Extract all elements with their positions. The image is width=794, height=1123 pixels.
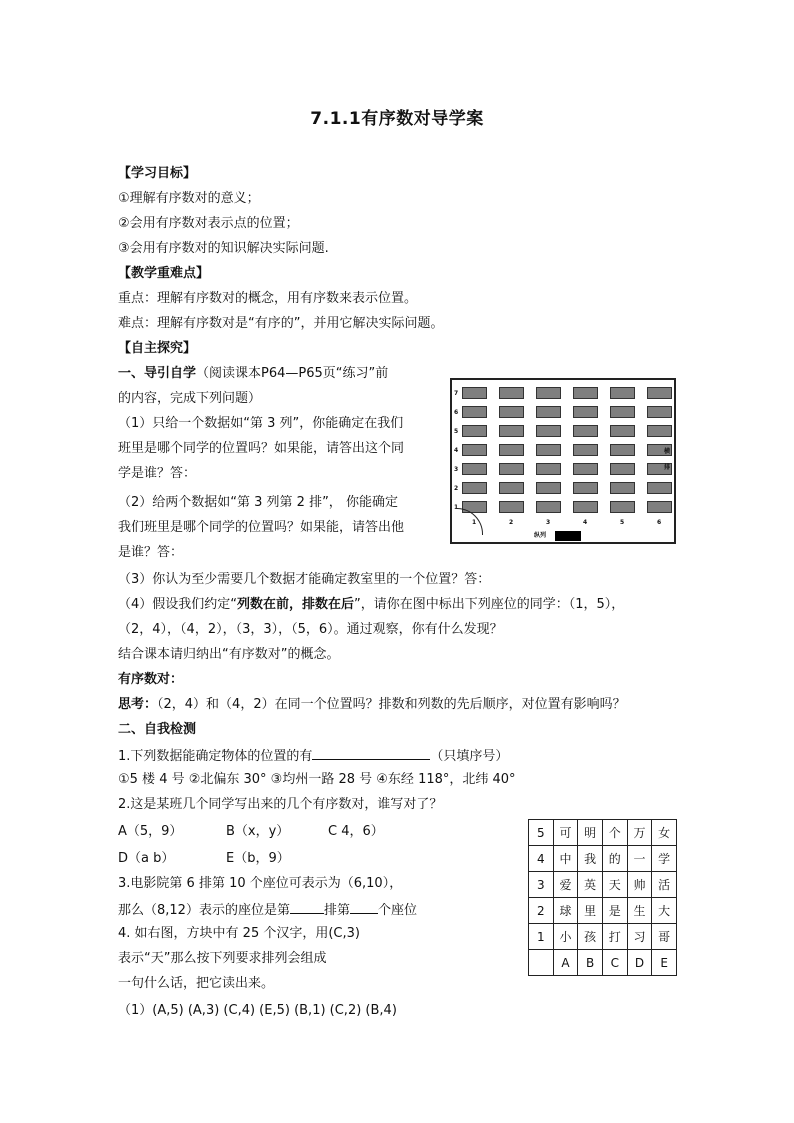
question-2-line: 是谁？答：	[118, 545, 184, 560]
grid-cell: 是	[602, 898, 627, 924]
check-question-2: 2.这是某班几个同学写出来的几个有序数对，谁写对了？	[118, 797, 443, 812]
desk	[536, 463, 561, 475]
check-q3-post: 个座位	[377, 903, 417, 918]
desk	[462, 387, 487, 399]
desk	[499, 444, 524, 456]
grid-cell: 大	[652, 898, 677, 924]
desk	[610, 387, 635, 399]
part1-heading: 一、导引自学	[118, 366, 197, 381]
row-number: 5	[454, 428, 459, 435]
desk	[499, 425, 524, 437]
think-line	[118, 695, 626, 715]
grid-cell: 万	[627, 820, 652, 846]
difficulty-point: 难点：理解有序数对是“有序的”，并用它解决实际问题。	[118, 316, 444, 331]
part1-intro-line2: 的内容，完成下列问题）	[118, 391, 262, 406]
column-number: 5	[620, 519, 625, 526]
check-question-3: 3.电影院第 6 排第 10 个座位可表示为（6,10），	[118, 876, 403, 891]
column-label: 纵列	[534, 532, 547, 539]
question-4-pre: （4）假设我们约定“	[118, 597, 238, 612]
goal-item: ③会用有序数对的知识解决实际问题.	[118, 241, 329, 256]
grid-cell: 的	[602, 846, 627, 872]
desk	[499, 406, 524, 418]
question-3: （3）你认为至少需要几个数据才能确定教室里的一个位置？答：	[118, 572, 491, 587]
check-q1-text: 1.下列数据能确定物体的位置的有	[118, 749, 313, 764]
desk	[499, 387, 524, 399]
column-number: 1	[472, 519, 477, 526]
desk	[462, 463, 487, 475]
pair-option: A（5，9）	[118, 824, 183, 839]
concept-label: 有序数对：	[118, 672, 184, 687]
check-q3-answer	[118, 899, 417, 921]
question-2-line: 我们班里是哪个同学的位置吗？如果能，请答出他	[118, 520, 405, 535]
grid-row	[529, 898, 677, 924]
desk	[536, 406, 561, 418]
check-q3-pre: 那么（8,12）表示的座位是第	[118, 903, 290, 918]
summary-line: 结合课本请归纳出“有序数对”的概念。	[118, 647, 340, 662]
grid-row-label: 2	[529, 898, 554, 924]
desk	[573, 425, 598, 437]
desk	[573, 444, 598, 456]
classroom-seating-chart	[450, 378, 676, 544]
desk	[610, 501, 635, 513]
question-4-post: ”，请你在图中标出下列座位的同学：（1，5），	[354, 597, 625, 612]
grid-row-label: 3	[529, 872, 554, 898]
question-2-line: （2）给两个数据如“第 3 列第 2 排”， 你能确定	[118, 495, 398, 510]
grid-cell: 个	[602, 820, 627, 846]
grid-cell: 生	[627, 898, 652, 924]
grid-column-label: D	[627, 950, 652, 976]
grid-cell: 爱	[553, 872, 578, 898]
pair-option: B（x，y）	[226, 824, 290, 839]
goal-item: ①理解有序数对的意义；	[118, 191, 260, 206]
grid-cell: 打	[602, 924, 627, 950]
desk	[573, 501, 598, 513]
desk	[536, 501, 561, 513]
grid-row-label: 4	[529, 846, 554, 872]
grid-cell: 里	[578, 898, 603, 924]
grid-cell: 习	[627, 924, 652, 950]
row-number: 3	[454, 466, 459, 473]
question-1-line: 学是谁？答：	[118, 466, 197, 481]
grid-cell: 明	[578, 820, 603, 846]
grid-cell: 我	[578, 846, 603, 872]
desk	[573, 482, 598, 494]
check-q4-line2: 表示“天”那么按下列要求排列会组成	[118, 951, 327, 966]
grid-cell: 天	[602, 872, 627, 898]
question-1-line: 班里是哪个同学的位置吗？如果能，请答出这个同	[118, 441, 405, 456]
grid-cell: 活	[652, 872, 677, 898]
side-label-char: 排	[664, 464, 671, 471]
grid-cell: 帅	[627, 872, 652, 898]
column-number: 6	[657, 519, 662, 526]
answer-blank[interactable]	[312, 745, 430, 760]
seat-blank[interactable]	[350, 899, 378, 914]
grid-cell: 英	[578, 872, 603, 898]
grid-cell: 可	[553, 820, 578, 846]
grid-cell: 一	[627, 846, 652, 872]
grid-row	[529, 950, 677, 976]
desk	[499, 463, 524, 475]
desk	[647, 406, 672, 418]
keypoints-header: 【教学重难点】	[118, 266, 210, 281]
side-label-char: 横	[664, 448, 671, 455]
grid-column-label: C	[602, 950, 627, 976]
grid-row	[529, 924, 677, 950]
grid-column-label: E	[652, 950, 677, 976]
desk	[499, 482, 524, 494]
grid-row	[529, 820, 677, 846]
desk	[462, 482, 487, 494]
think-text: （2，4）和（4，2）在同一个位置吗？排数和列数的先后顺序，对位置有影响吗？	[157, 697, 626, 712]
part1-intro-text: （阅读课本P64—P65页“练习”前	[196, 366, 389, 381]
check-q1-hint: （只填序号）	[430, 749, 509, 764]
row-blank[interactable]	[290, 899, 324, 914]
character-grid	[528, 819, 677, 976]
desk	[610, 463, 635, 475]
grid-row-label: 1	[529, 924, 554, 950]
part2-heading: 二、自我检测	[118, 722, 197, 737]
key-point: 重点：理解有序数对的概念，用有序数来表示位置。	[118, 291, 418, 306]
grid-cell: 球	[553, 898, 578, 924]
column-number: 2	[509, 519, 514, 526]
question-4	[118, 595, 624, 615]
check-question-4: 4. 如右图，方块中有 25 个汉字，用(C,3)	[118, 926, 360, 941]
desk	[647, 425, 672, 437]
desk	[499, 501, 524, 513]
grid-row	[529, 872, 677, 898]
check-q4-line3: 一句什么话，把它读出来。	[118, 976, 275, 991]
desk	[536, 387, 561, 399]
row-number: 7	[454, 390, 459, 397]
grid-cell: 学	[652, 846, 677, 872]
check-q4-sequence: （1）(A,5) (A,3) (C,4) (E,5) (B,1) (C,2) (B,4)	[118, 1003, 397, 1018]
check-q1-options: ①5 楼 4 号 ②北偏东 30° ③均州一路 28 号 ④东经 118°，北纬 40°	[118, 772, 516, 787]
question-4-rule: 列数在前，排数在后	[237, 597, 355, 612]
desk	[462, 444, 487, 456]
desk	[647, 387, 672, 399]
part1-intro	[118, 364, 388, 384]
grid-column-label: B	[578, 950, 603, 976]
goal-item: ②会用有序数对表示点的位置；	[118, 216, 299, 231]
grid-column-label: A	[553, 950, 578, 976]
grid-cell: 女	[652, 820, 677, 846]
desk	[647, 482, 672, 494]
check-question-1	[118, 745, 508, 767]
question-4-line2: （2，4），（4，2），（3，3），（5，6）。通过观察，你有什么发现？	[118, 622, 503, 637]
desk	[573, 387, 598, 399]
grid-cell: 中	[553, 846, 578, 872]
grid-row-label	[529, 950, 554, 976]
think-label: 思考：	[118, 697, 158, 712]
explore-header: 【自主探究】	[118, 341, 197, 356]
page-title: 7.1.1有序数对导学案	[310, 109, 484, 129]
desk	[610, 425, 635, 437]
question-1-line: （1）只给一个数据如“第 3 列”，你能确定在我们	[118, 416, 404, 431]
desk	[610, 482, 635, 494]
grid-cell: 小	[553, 924, 578, 950]
desk	[573, 463, 598, 475]
grid-cell: 哥	[652, 924, 677, 950]
pair-option: D（a b）	[118, 851, 175, 866]
check-q3-mid: 排第	[323, 903, 350, 918]
desk	[462, 425, 487, 437]
grid-row	[529, 846, 677, 872]
pair-option: E（b，9）	[226, 851, 290, 866]
desk	[536, 444, 561, 456]
desk	[647, 501, 672, 513]
grid-row-label: 5	[529, 820, 554, 846]
desk	[610, 406, 635, 418]
grid-cell: 孩	[578, 924, 603, 950]
row-number: 6	[454, 409, 459, 416]
desk	[573, 406, 598, 418]
row-number: 2	[454, 485, 459, 492]
desk	[462, 406, 487, 418]
column-number: 3	[546, 519, 551, 526]
desk	[536, 482, 561, 494]
desk	[536, 425, 561, 437]
pair-option: C 4，6）	[328, 824, 384, 839]
row-number: 1	[454, 504, 459, 511]
desk	[610, 444, 635, 456]
teacher-desk	[555, 531, 581, 541]
column-number: 4	[583, 519, 588, 526]
row-number: 4	[454, 447, 459, 454]
goals-header: 【学习目标】	[118, 166, 197, 181]
